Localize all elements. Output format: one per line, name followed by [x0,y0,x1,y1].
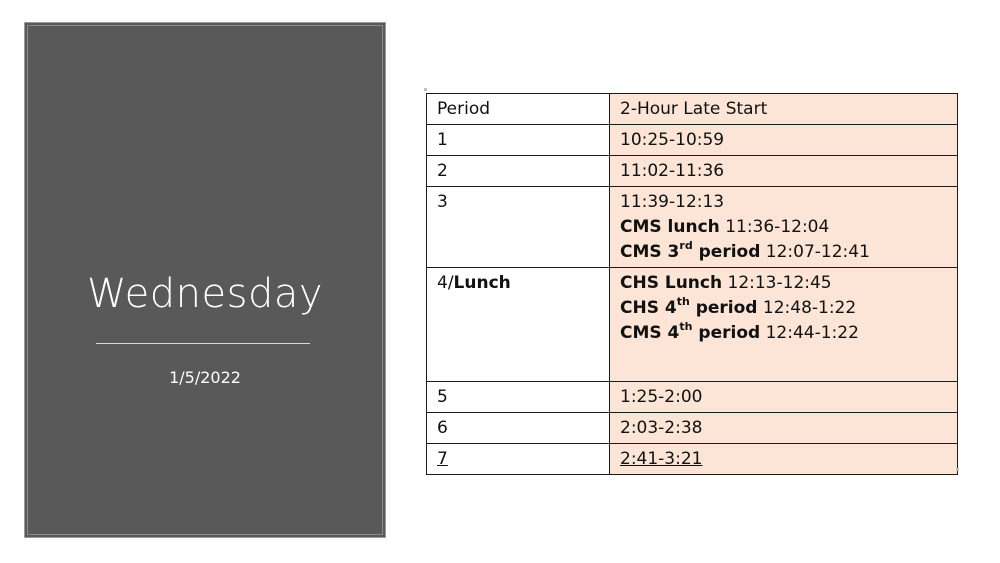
chs-4th-prefix: CHS 4 [620,298,677,318]
cms-3rd-period-line [620,240,947,265]
cms-3rd-suffix: period [692,242,761,262]
cms-3rd-label [620,239,761,262]
cms-lunch-time: 11:36-12:04 [725,217,830,237]
period-cell [427,268,610,382]
chs-4th-suffix: period [689,298,758,318]
cms-3rd-time: 12:07-12:41 [765,242,870,262]
period-7-text: 7 [437,449,448,469]
chs-4th-time: 12:48-1:22 [762,298,857,318]
table-row [427,413,958,444]
period-7-time: 2:41-3:21 [620,449,703,469]
cms-4th-label [620,320,761,343]
cms-3rd-sup: rd [679,239,693,253]
cms-4th-period-line [620,321,947,346]
table-corner-mark [956,468,959,471]
time-cell: 11:02-11:36 [610,156,958,187]
table-row [427,382,958,413]
time-cell: 1:25-2:00 [610,382,958,413]
table-row [427,187,958,268]
cms-lunch-label: CMS lunch [620,217,720,237]
chs-4th-sup: th [676,295,690,309]
time-line: 11:39-12:13 [620,192,725,212]
table-row [427,444,958,475]
table-row [427,125,958,156]
time-cell [610,444,958,475]
cms-4th-suffix: period [692,323,761,343]
header-period: Period [427,94,610,125]
cms-4th-prefix: CMS 4 [620,323,680,343]
chs-lunch-line [620,271,947,296]
chs-4th-label [620,295,758,318]
time-cell [610,187,958,268]
title-panel [24,22,386,538]
table-row [427,156,958,187]
chs-lunch-time: 12:13-12:45 [727,273,832,293]
title-divider [96,343,310,344]
date-text: 1/5/2022 [169,368,241,387]
period-cell: 3 [427,187,610,268]
period-prefix: 4/ [437,273,454,293]
table-corner-mark [424,88,427,91]
schedule-table [426,93,958,475]
period-lunch: Lunch [453,273,511,293]
table-row [427,268,958,382]
cms-4th-sup: th [679,320,693,334]
time-cell: 10:25-10:59 [610,125,958,156]
time-cell: 2:03-2:38 [610,413,958,444]
header-schedule: 2-Hour Late Start [610,94,958,125]
period-cell [427,444,610,475]
day-title: Wednesday [86,271,324,317]
cms-4th-time: 12:44-1:22 [765,323,859,343]
cms-3rd-prefix: CMS 3 [620,242,680,262]
cms-lunch-line [620,215,947,240]
table-header-row [427,94,958,125]
chs-4th-period-line [620,296,947,321]
period-cell: 6 [427,413,610,444]
period-cell: 5 [427,382,610,413]
chs-lunch-label: CHS Lunch [620,273,723,293]
period-cell: 2 [427,156,610,187]
period-cell: 1 [427,125,610,156]
time-cell [610,268,958,382]
